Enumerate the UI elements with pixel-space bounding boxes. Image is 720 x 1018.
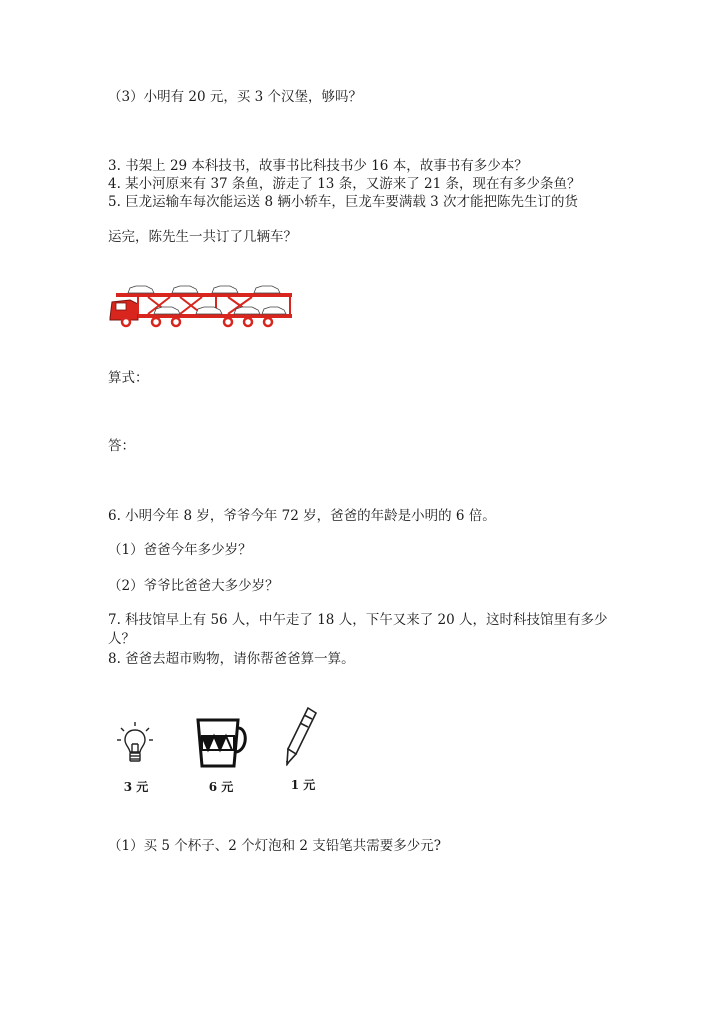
lightbulb-icon	[115, 722, 155, 770]
question-5-line-1: 5. 巨龙运输车每次能运送 8 辆小轿车，巨龙车要满载 3 次才能把陈先生订的货	[108, 194, 579, 210]
question-6-sub-1: （1）爸爸今年多少岁？	[108, 542, 252, 558]
question-6-sub-2: （2）爷爷比爸爸大多少岁？	[108, 578, 279, 594]
question-2-sub-3: （3）小明有 20 元，买 3 个汉堡，够吗？	[108, 89, 363, 105]
question-6: 6. 小明今年 8 岁，爷爷今年 72 岁，爸爸的年龄是小明的 6 倍。	[108, 508, 496, 524]
question-5-line-2: 运完，陈先生一共订了几辆车？	[108, 229, 297, 245]
question-7: 7. 科技馆早上有 56 人，中午走了 18 人，下午又来了 20 人，这时科技馆里有多少人？	[108, 612, 608, 647]
pencil-icon	[282, 706, 322, 768]
answer-label: 答：	[108, 438, 135, 454]
pencil-price: 1 元	[290, 778, 316, 792]
question-8-sub-1: （1）买 5 个杯子、2 个灯泡和 2 支铅笔共需要多少元?	[108, 838, 442, 854]
question-4: 4. 某小河原来有 37 条鱼，游走了 13 条，又游来了 21 条，现在有多少条鱼？	[108, 176, 581, 192]
question-3: 3. 书架上 29 本科技书，故事书比科技书少 16 本，故事书有多少本？	[108, 158, 528, 174]
cup-icon	[194, 714, 250, 770]
lightbulb-price: 3 元	[123, 780, 149, 794]
question-8: 8. 爸爸去超市购物，请你帮爸爸算一算。	[108, 651, 355, 667]
formula-label: 算式：	[108, 370, 149, 386]
car-transporter-truck-image	[108, 280, 294, 330]
cup-price: 6 元	[208, 780, 234, 794]
